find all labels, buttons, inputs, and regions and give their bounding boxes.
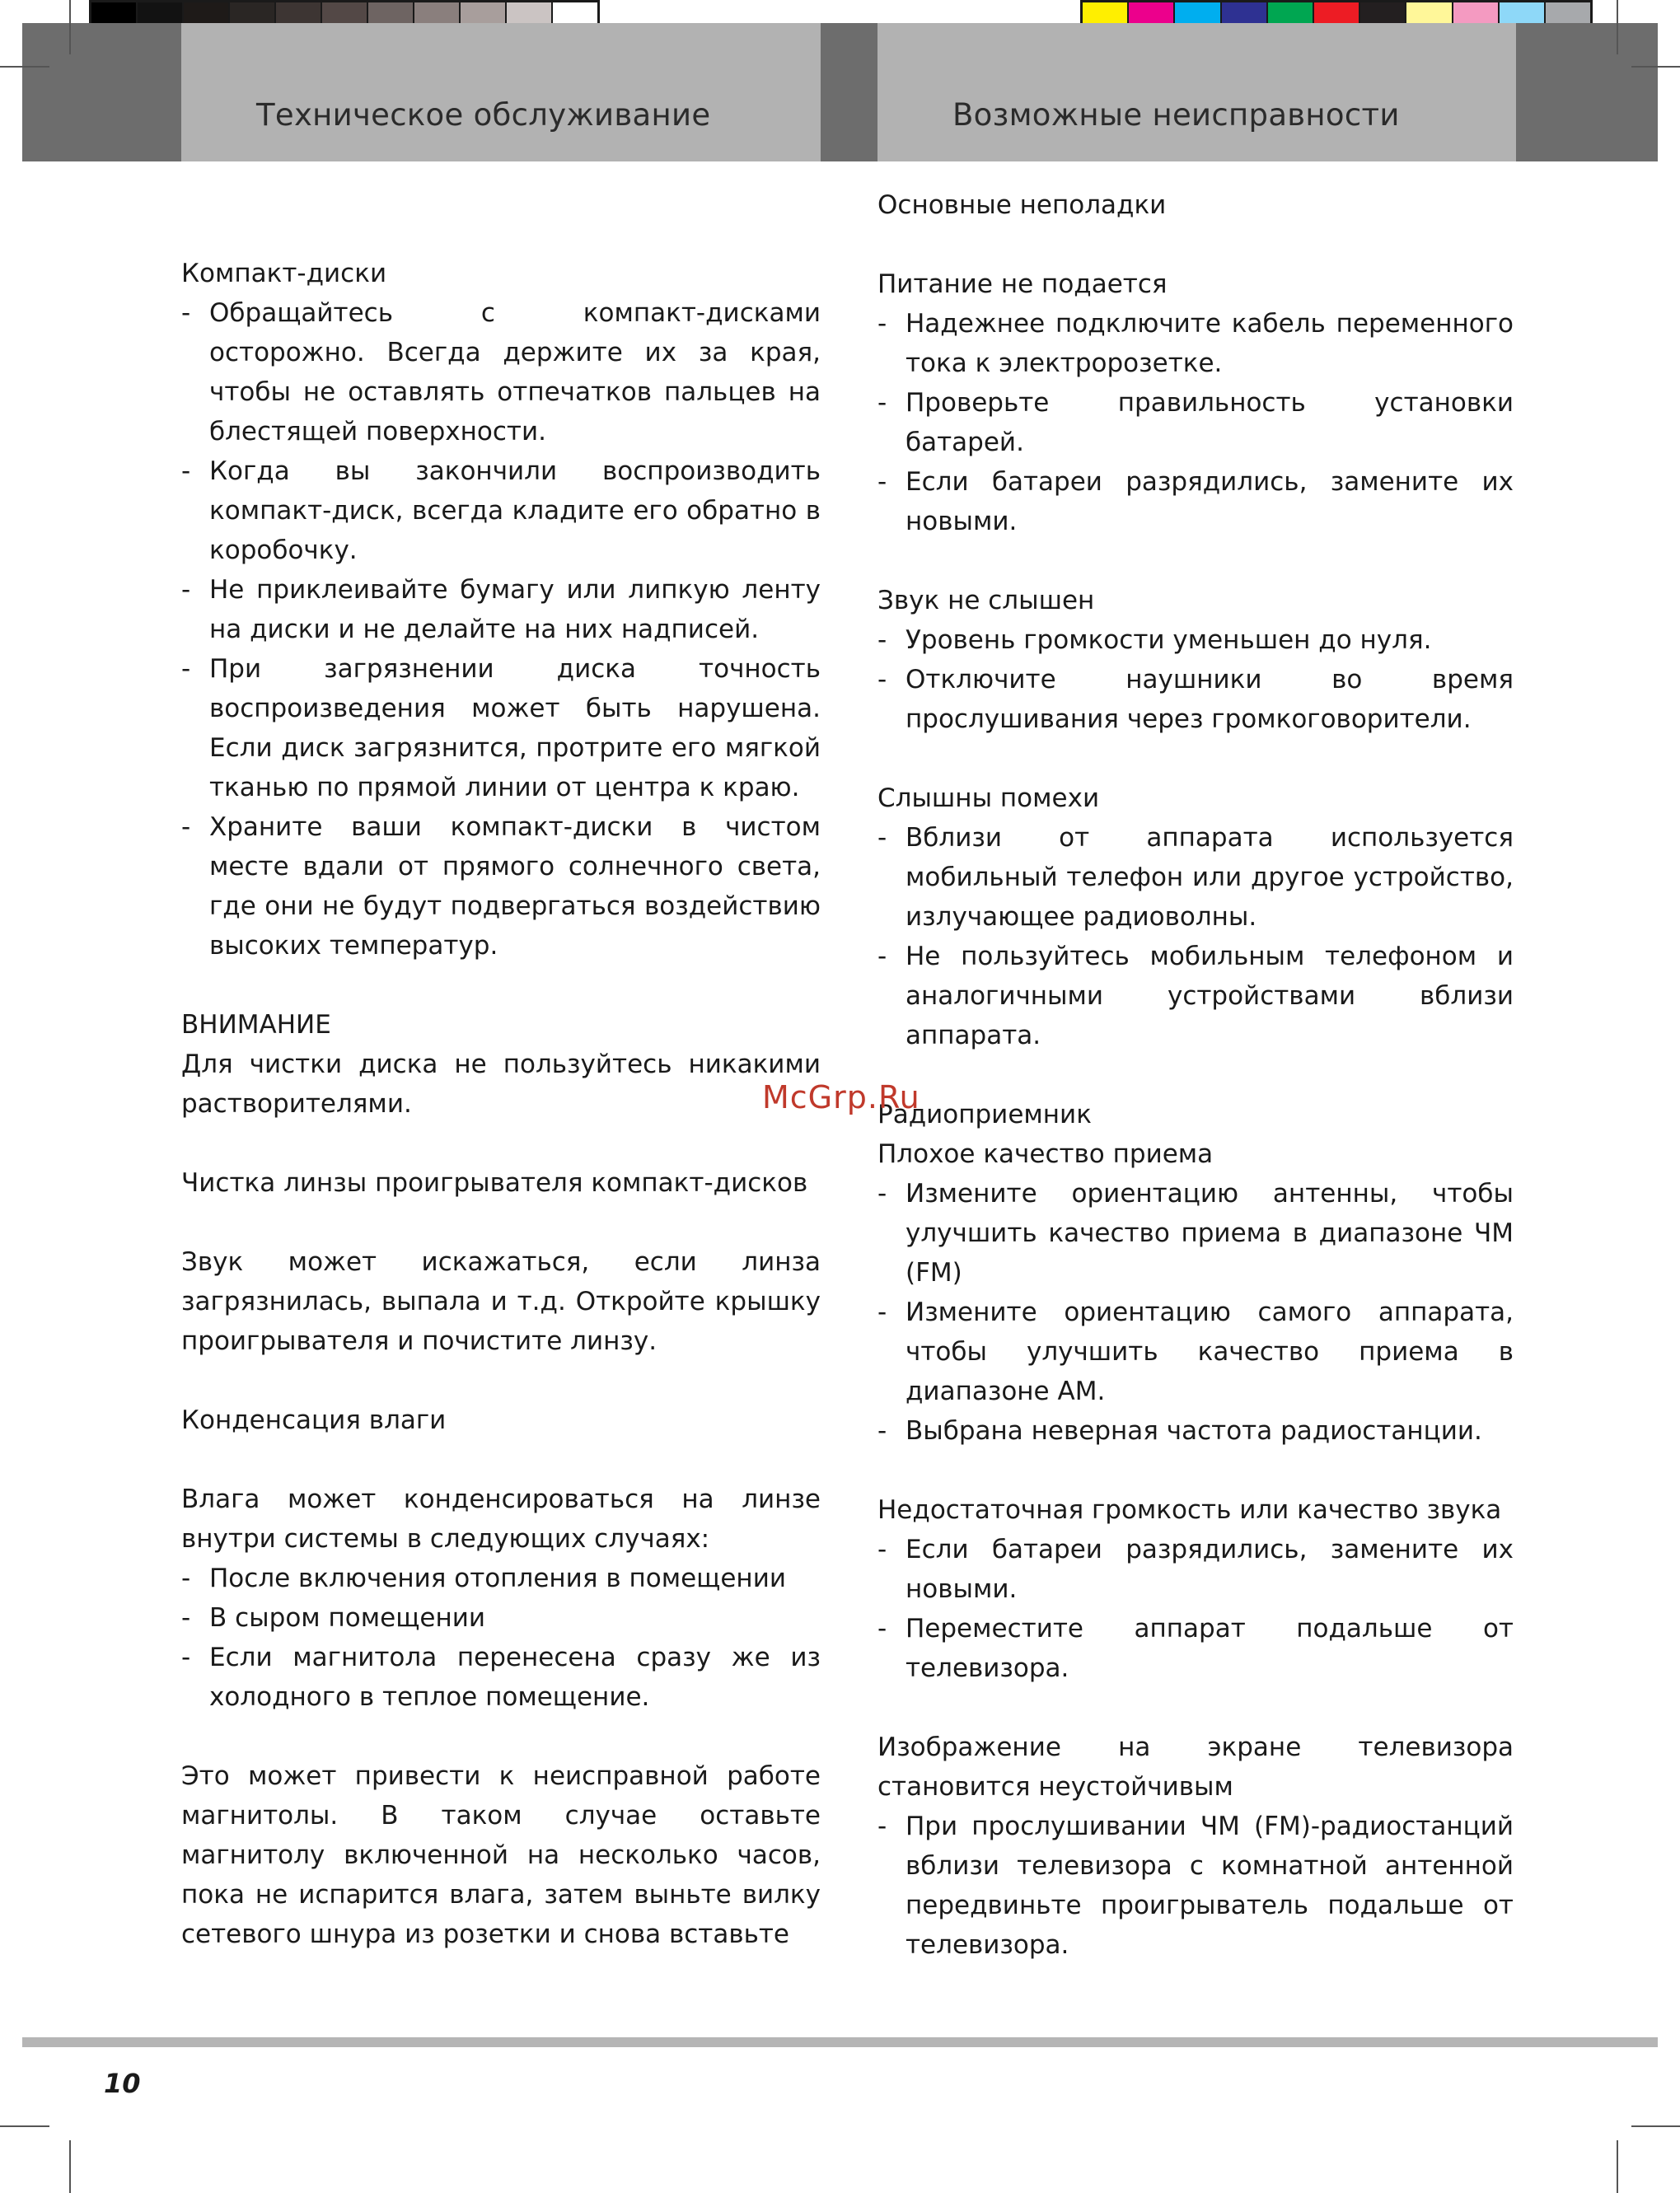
crop-mark xyxy=(1617,0,1618,54)
moisture-intro: Влага может конденсироваться на линзе внутри системы в следующих случаях: xyxy=(181,1485,821,1554)
no-sound-list xyxy=(877,620,1514,739)
moisture-heading: Конденсация влаги xyxy=(181,1405,447,1435)
crop-mark xyxy=(1631,2125,1680,2127)
header-right-margin xyxy=(1516,23,1658,161)
crop-mark xyxy=(0,66,49,68)
header-right-band xyxy=(877,23,1516,161)
troubleshooting-column xyxy=(877,165,1514,1965)
no-sound-heading: Звук не слышен xyxy=(877,586,1095,615)
list-item: - Проверьте правильность установки батарей. xyxy=(877,383,1514,462)
list-dash: - xyxy=(877,823,887,853)
moisture-list xyxy=(181,1559,821,1717)
list-dash: - xyxy=(181,1564,191,1593)
list-item: - Измените ориентацию самого аппарата, чтобы улучшить качество приема в диапазоне АМ. xyxy=(877,1293,1514,1411)
noise-heading: Слышны помехи xyxy=(877,783,1100,813)
list-dash: - xyxy=(181,456,191,486)
reception-heading: Плохое качество приема xyxy=(877,1139,1214,1169)
page-number: 10 xyxy=(104,2068,141,2099)
list-item: - Обращайтесь с компакт-дисками осторожно. Всегда держите их за края, чтобы не оставлять отпечатков пальцев на блестящей поверхности. xyxy=(181,293,821,451)
crop-mark xyxy=(69,2140,71,2193)
list-item: - Уровень громкости уменьшен до нуля. xyxy=(877,620,1514,660)
tv-heading: Изображение на экране телевизора становится неустойчивым xyxy=(877,1732,1514,1802)
list-item: - Отключите наушники во время прослушивания через громкоговорители. xyxy=(877,660,1514,739)
noise-list xyxy=(877,818,1514,1055)
list-dash: - xyxy=(877,1614,887,1644)
list-item: - После включения отопления в помещении xyxy=(181,1559,821,1598)
volume-heading: Недостаточная громкость или качество звука xyxy=(877,1495,1502,1525)
list-item: - Надежнее подключите кабель переменного тока к электророзетке. xyxy=(877,304,1514,383)
header-left-band xyxy=(181,23,821,161)
cd-care-list xyxy=(181,293,821,966)
list-dash: - xyxy=(181,812,191,842)
power-list xyxy=(877,304,1514,541)
cd-heading: Компакт-диски xyxy=(181,259,387,288)
header-center-divider xyxy=(821,23,877,161)
list-dash: - xyxy=(877,467,887,497)
list-dash: - xyxy=(877,1179,887,1209)
list-item: - Вблизи от аппарата используется мобильный телефон или другое устройство, излучающее радиоволны. xyxy=(877,818,1514,937)
list-dash: - xyxy=(181,1643,191,1672)
crop-mark xyxy=(1617,2140,1618,2193)
list-dash: - xyxy=(877,1416,887,1446)
moisture-outro: Это может привести к неисправной работе магнитолы. В таком случае оставьте магнитолу включенной на несколько часов, пока не испарится влага, затем выньте вилку сетевого шнура из розетки и снова вставьте xyxy=(181,1761,821,1949)
warning-text: Для чистки диска не пользуйтесь никакими растворителями. xyxy=(181,1050,821,1119)
crop-mark xyxy=(69,0,71,54)
header-title-troubleshooting: Возможные неисправности xyxy=(952,97,1400,133)
watermark: McGrp.Ru xyxy=(762,1079,920,1115)
list-dash: - xyxy=(877,625,887,655)
list-dash: - xyxy=(877,1298,887,1327)
list-item: - Когда вы закончили воспроизводить компакт-диск, всегда кладите его обратно в коробочку. xyxy=(181,451,821,570)
maintenance-column xyxy=(181,165,821,1954)
crop-mark xyxy=(1631,66,1680,68)
list-item: - Не приклеивайте бумагу или липкую ленту на диски и не делайте на них надписей. xyxy=(181,570,821,649)
list-dash: - xyxy=(181,1603,191,1633)
warning-heading: ВНИМАНИЕ xyxy=(181,1010,331,1040)
list-item: - Если батареи разрядились, замените их новыми. xyxy=(877,1530,1514,1609)
crop-mark xyxy=(0,2125,49,2127)
header-title-maintenance: Техническое обслуживание xyxy=(256,97,711,133)
list-item: - В сыром помещении xyxy=(181,1598,821,1638)
list-dash: - xyxy=(877,665,887,694)
list-item: - Измените ориентацию антенны, чтобы улучшить качество приема в диапазоне ЧМ (FM) xyxy=(877,1174,1514,1293)
lens-heading: Чистка линзы проигрывателя компакт-дисков xyxy=(181,1168,808,1198)
list-item: - Если магнитола перенесена сразу же из холодного в теплое помещение. xyxy=(181,1638,821,1717)
list-item: - Не пользуйтесь мобильным телефоном и аналогичными устройствами вблизи аппарата. xyxy=(877,937,1514,1055)
list-item: - Если батареи разрядились, замените их новыми. xyxy=(877,462,1514,541)
list-dash: - xyxy=(877,1812,887,1841)
list-item: - Выбрана неверная частота радиостанции. xyxy=(877,1411,1514,1451)
list-dash: - xyxy=(877,309,887,339)
list-item: - При загрязнении диска точность воспроизведения может быть нарушена. Если диск загрязнится, протрите его мягкой тканью по прямой линии от центра к краю. xyxy=(181,649,821,807)
header-left-margin xyxy=(22,23,181,161)
list-item: - Переместите аппарат подальше от телевизора. xyxy=(877,1609,1514,1688)
footer-rule xyxy=(22,2037,1658,2047)
volume-list xyxy=(877,1530,1514,1688)
lens-text: Звук может искажаться, если линза загрязнилась, выпала и т.д. Откройте крышку проигрывателя и почистите линзу. xyxy=(181,1247,821,1356)
list-dash: - xyxy=(181,654,191,684)
reception-list xyxy=(877,1174,1514,1451)
radio-heading: Радиоприемник xyxy=(877,1100,1092,1129)
list-dash: - xyxy=(877,1535,887,1564)
list-item: - Храните ваши компакт-диски в чистом месте вдали от прямого солнечного света, где они не будут подвергаться воздействию высоких температур. xyxy=(181,807,821,966)
main-heading: Основные неполадки xyxy=(877,190,1167,220)
power-heading: Питание не подается xyxy=(877,269,1168,299)
list-dash: - xyxy=(181,575,191,605)
tv-list xyxy=(877,1807,1514,1965)
list-item: - При прослушивании ЧМ (FM)-радиостанций вблизи телевизора с комнатной антенной передвиньте проигрыватель подальше от телевизора. xyxy=(877,1807,1514,1965)
list-dash: - xyxy=(877,942,887,971)
list-dash: - xyxy=(181,298,191,328)
list-dash: - xyxy=(877,388,887,418)
